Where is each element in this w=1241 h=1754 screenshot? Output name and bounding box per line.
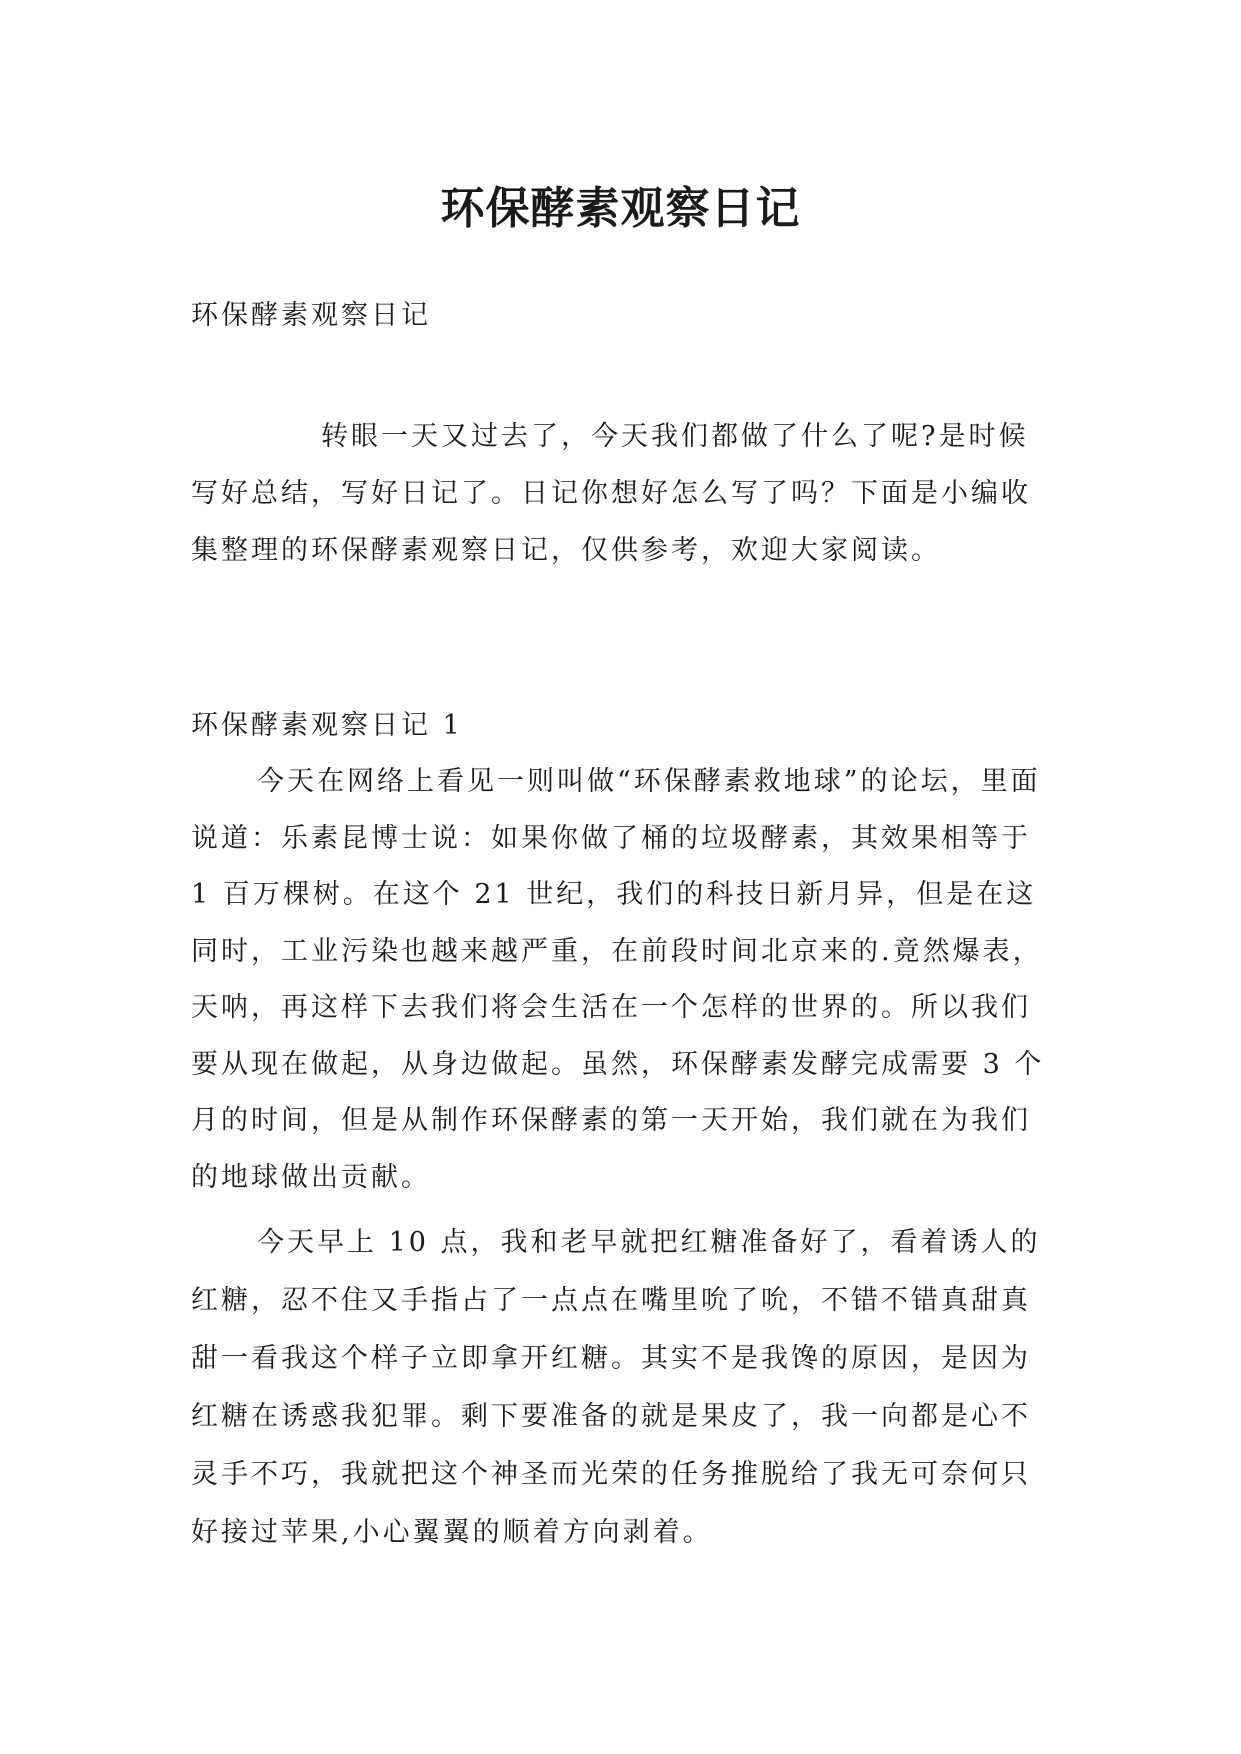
section-heading: 环保酵素观察日记 1 — [191, 710, 463, 741]
body-paragraph-2: 今天早上 10 点，我和老早就把红糖准备好了，看着诱人的红糖，忍不住又手指占了一点点在嘴里吮了吮，不错不错真甜真甜一看我这个样子立即拿开红糖。其实不是我馋的原因，是因为红糖在诱惑我犯罪。剩下要准备的就是果皮了，我一向都是心不灵手不巧，我就把这个神圣而光荣的任务推脱给了我无可奈何只好接过苹果,小心翼翼的顺着方向剥着。 — [191, 1227, 1041, 1548]
body-paragraph-1: 今天在网络上看见一则叫做“环保酵素救地球”的论坛，里面说道：乐素昆博士说：如果你做了桶的垃圾酵素，其效果相等于 1 百万棵树。在这个 21 世纪，我们的科技日新月异，但是在这同时，工业污染也越来越严重，在前段时间北京来的.竟然爆表，天呐，再这样下去我们将会生活在一个怎样的世界的。所以我们要从现在做起，从身边做起。虽然，环保酵素发酵完成需要 3 个月的时间，但是从制作环保酵素的第一天开始，我们就在为我们的地球做出贡献。 — [191, 766, 1045, 1193]
document-subtitle: 环保酵素观察日记 — [191, 300, 431, 331]
document-title: 环保酵素观察日记 — [440, 183, 801, 235]
intro-paragraph: 转眼一天又过去了，今天我们都做了什么了呢?是时候写好总结，写好日记了。日记你想好怎么写了吗？下面是小编收集整理的环保酵素观察日记，仅供参考，欢迎大家阅读。 — [191, 421, 1031, 566]
